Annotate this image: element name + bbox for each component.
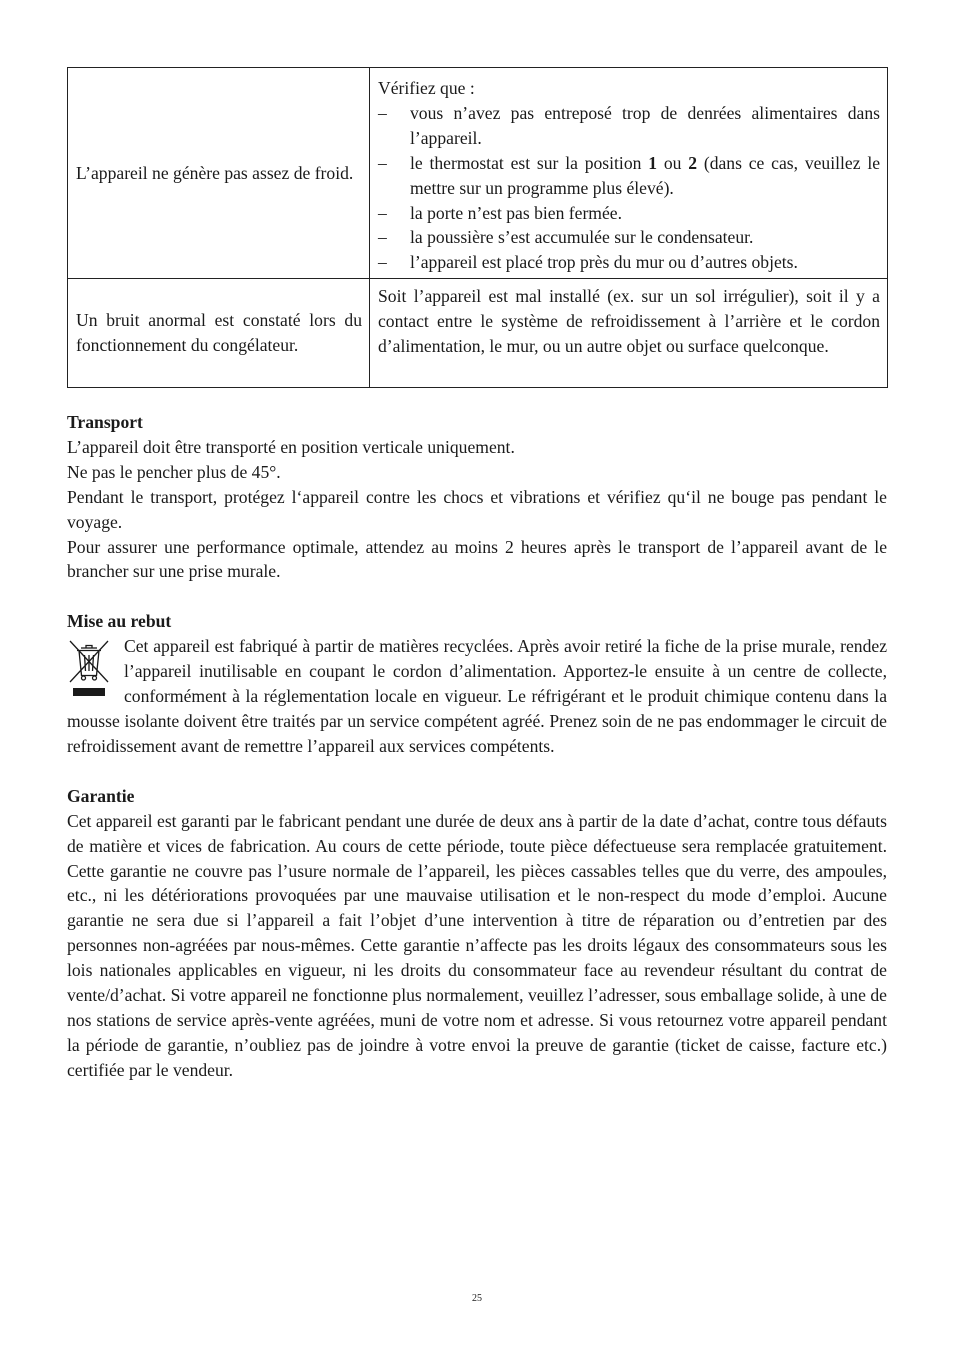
disposal-heading: Mise au rebut (67, 611, 172, 632)
solution-text: Soit l’appareil est mal installé (ex. sur un sol irrégulier), soit il y a contact entre le système de refroidissement à l’arrière et le cordon d’alimentation, le mur, ou un autre objet ou surface quelconque. (378, 286, 880, 356)
table-row (68, 279, 888, 388)
check-item-segment: (dans ce cas, veuillez le mettre sur un programme plus élevé). (410, 152, 881, 198)
check-item-segment: la porte n’est pas bien fermée. (410, 202, 623, 223)
transport-paragraph: Pendant le transport, protégez l‘appareil contre les chocs et vibrations et vérifiez qu‘il ne bouge pas pendant le voyage. (67, 486, 887, 532)
check-item (378, 101, 880, 151)
warranty-heading: Garantie (67, 785, 135, 806)
check-item-segment: la poussière s’est accumulée sur le condensateur. (410, 227, 754, 248)
solution-cell (370, 279, 888, 388)
table-row (68, 68, 888, 279)
check-list (378, 101, 880, 275)
check-item-segment: vous n’avez pas entreposé trop de denrées alimentaires dans l’appareil. (410, 102, 880, 148)
transport-section (67, 410, 887, 584)
warranty-text: Cet appareil est garanti par le fabricant pendant une durée de deux ans à partir de la date d’achat, contre tous défauts de matière et vices de fabrication. Au cours de cette période, toute pièce défectueuse sera remplacée gratuitement. Cette garantie ne couvre pas l’usure normale de l’appareil, les pièces cassables telles que du verre, des ampoules, etc., ni les détériorations provoquées par une mauvaise utilisation et le non-respect du mode d’emploi. Aucune garantie ne sera due si l’appareil a fait l’objet d’une intervention à titre de réparation ou d’entretien par des personnes non-agréées par nous-mêmes. Cette garantie n’affecte pas les droits légaux des consommateurs sous les lois nationales applicables en vigueur, ni les droits du consommateur face au revendeur résultant du contrat de vente/d’achat. Si votre appareil ne fonctionne plus normalement, veuillez l’adresser, sous emballage solide, à une de nos stations de service après-vente agréées, muni de votre nom et adresse. Si vous retournez votre appareil pendant la période de garantie, n’oubliez pas de joindre à votre envoi la preuve de garantie (ticket de caisse, facture etc.) certifiée par le vendeur. (67, 810, 887, 1080)
transport-paragraph: L’appareil doit être transporté en position verticale uniquement. (67, 436, 515, 457)
transport-paragraph: Pour assurer une performance optimale, attendez au moins 2 heures après le transport de l’appareil avant de le brancher sur une prise murale. (67, 536, 887, 582)
transport-paragraph: Ne pas le pencher plus de 45°. (67, 461, 281, 482)
problem-text: L’appareil ne génère pas assez de froid. (76, 162, 354, 183)
check-item (378, 151, 880, 201)
disposal-section (67, 609, 887, 758)
check-item (378, 225, 880, 250)
check-item-bold-segment: 2 (688, 152, 698, 173)
check-item (378, 250, 880, 275)
page-number: 25 (472, 1293, 482, 1304)
check-item-segment: l’appareil est placé trop près du mur ou d’autres objets. (410, 252, 798, 273)
disposal-text: Cet appareil est fabriqué à partir de matières recyclées. Après avoir retiré la fiche de la prise murale, rendez l’appareil inutilisable en coupant le cordon d’alimentation. Apportez-le ensuite à un centre de collecte, conformément à la réglementation locale en vigueur. Le réfrigérant et le produit chimique contenu dans la mousse isolante doivent être traités par un service compétent agréé. Prenez soin de ne pas endommager le circuit de refroidissement avant de remettre l’appareil aux services compétents. (67, 636, 887, 756)
check-item-bold-segment: 1 (648, 152, 658, 173)
solution-cell (370, 68, 888, 279)
check-item-segment: le thermostat est sur la position (410, 152, 649, 173)
weee-crossed-bin-icon (67, 634, 117, 704)
warranty-section (67, 784, 887, 1083)
problem-cell (68, 68, 370, 279)
check-item (378, 201, 880, 226)
solution-intro: Vérifiez que : (378, 78, 475, 98)
problem-cell (68, 279, 370, 388)
check-item-segment: ou (657, 152, 689, 173)
problem-text: Un bruit anormal est constaté lors du fonctionnement du congélateur. (76, 310, 362, 355)
transport-heading: Transport (67, 412, 143, 432)
troubleshooting-table (67, 67, 888, 388)
page-content (67, 67, 887, 1083)
